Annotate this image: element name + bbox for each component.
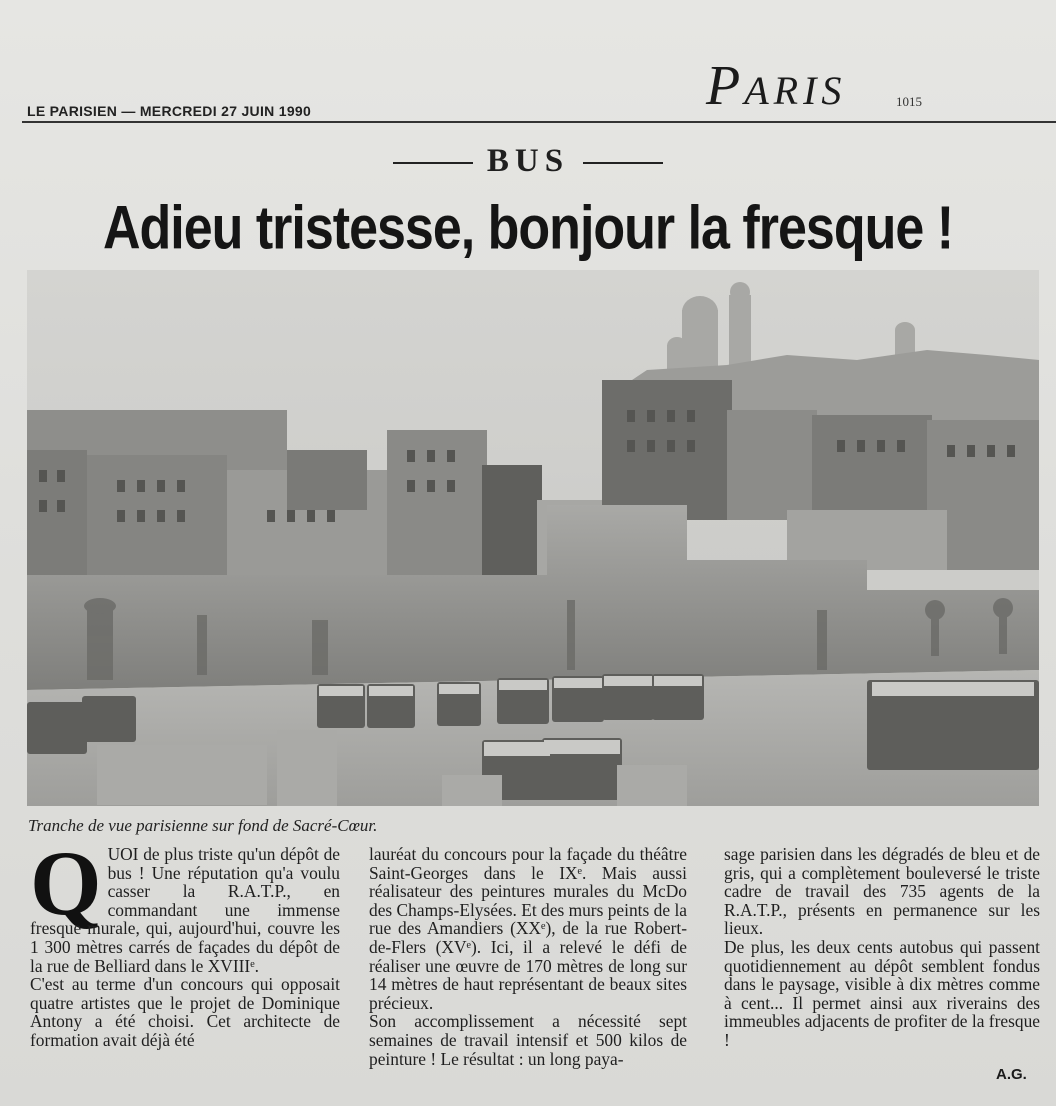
paragraph: Son accomplissement a nécessité sept semaines de travail intensif et 500 kilos de peinture ! Le résultat : un long paya- (369, 1011, 687, 1069)
article-column-3 (724, 845, 1040, 1050)
article-column-2 (369, 845, 687, 1068)
kicker-text: BUS (486, 143, 570, 179)
paragraph: C'est au terme d'un concours qui opposait quatre artistes que le projet de Dominique Antony a été choisi. Cet architecte de formation avait déjà été (30, 974, 340, 1050)
paragraph: De plus, les deux cents autobus qui passent quotidiennement au dépôt semblent fondus dans le paysage, visible à dix mètres comme à cent... Il permet ainsi aux riverains des immeubles adjacents de profiter de la fresque ! (724, 936, 1040, 1050)
section-title (706, 55, 847, 117)
paragraph: sage parisien dans les dégradés de bleu et de gris, qui a complètement bouleversé le triste cadre de travail des 735 agents de la R.A.T.P., présents en permanence sur les lieux. (724, 844, 1040, 939)
section-title-rest: ARIS (744, 68, 847, 113)
paragraph: UOI de plus triste qu'un dépôt de bus ! Une réputation qu'a voulu casser la R.A.T.P., en commandant une immense fresque murale, qui, aujourd'hui, couvre les 1 300 mètres carrés de façades du dépôt de la rue de Belliard dans le XVIIIᵉ. (30, 844, 340, 976)
page-number: 1015 (896, 94, 922, 109)
kicker-dash-left (393, 162, 473, 164)
author-signature: A.G. (996, 1066, 1027, 1083)
article-column-1 (30, 832, 340, 1050)
section-title-initial: P (706, 55, 745, 117)
headline-title: Adieu tristesse, bonjour la fresque ! (102, 194, 954, 263)
headline-kicker (0, 143, 1056, 180)
dropcap-letter: Q (30, 832, 102, 934)
kicker-dash-right (583, 162, 663, 164)
photo-caption: Tranche de vue parisienne sur fond de Sacré-Cœur. (28, 816, 378, 835)
article-photo (27, 270, 1039, 806)
masthead-rule (22, 121, 1056, 123)
dateline: LE PARISIEN — MERCREDI 27 JUIN 1990 (27, 103, 312, 119)
paragraph: lauréat du concours pour la façade du théâtre Saint-Georges dans le IXᵉ. Mais aussi réalisateur des peintures murales du McDo des Champs-Elysées. Et des murs peints de la rue des Amandiers (XXᵉ), de la rue Robert-de-Flers (XVᵉ). Ici, il a relevé le défi de réaliser une œuvre de 170 mètres de long sur 14 mètres de haut représentant de beaux sites précieux. (369, 844, 687, 1013)
